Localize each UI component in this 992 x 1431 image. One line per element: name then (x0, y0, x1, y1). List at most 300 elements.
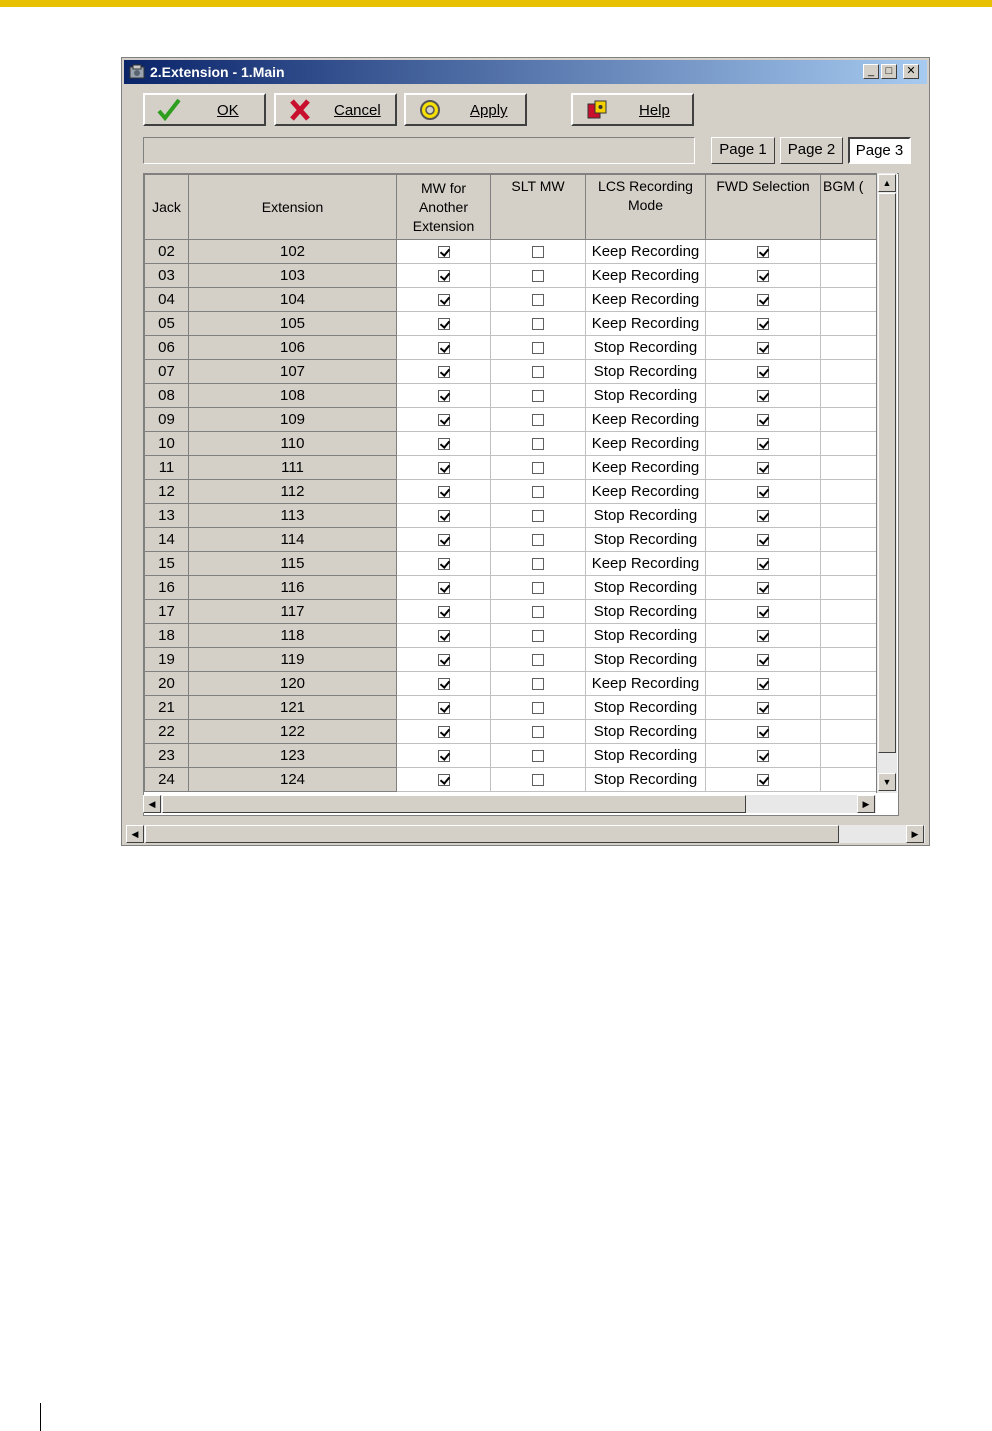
extension-cell: 111 (189, 456, 397, 480)
mw-another-cell (397, 480, 491, 504)
table-row (145, 432, 881, 456)
table-row (145, 264, 881, 288)
mw-another-cell (397, 336, 491, 360)
lcs-mode-cell[interactable]: Keep Recording (586, 432, 706, 456)
slt-mw-cell (491, 480, 586, 504)
fwd-selection-checkbox[interactable] (757, 558, 769, 570)
slt-mw-cell (491, 384, 586, 408)
lcs-mode-cell[interactable]: Stop Recording (586, 576, 706, 600)
extension-cell: 107 (189, 360, 397, 384)
extension-cell: 109 (189, 408, 397, 432)
bgm-cell[interactable] (821, 336, 881, 360)
mw-another-checkbox[interactable] (438, 558, 450, 570)
table-row (145, 456, 881, 480)
fwd-selection-checkbox[interactable] (757, 678, 769, 690)
slt-mw-cell (491, 720, 586, 744)
mw-another-cell (397, 360, 491, 384)
lcs-mode-cell[interactable]: Stop Recording (586, 528, 706, 552)
slt-mw-cell (491, 240, 586, 264)
jack-cell: 10 (145, 432, 189, 456)
bgm-cell[interactable] (821, 480, 881, 504)
lcs-mode-cell[interactable]: Keep Recording (586, 264, 706, 288)
fwd-selection-checkbox[interactable] (757, 510, 769, 522)
bgm-cell[interactable] (821, 720, 881, 744)
extension-cell: 106 (189, 336, 397, 360)
col-header-fwd-selection[interactable]: FWD Selection (706, 175, 821, 240)
mw-another-cell (397, 264, 491, 288)
table-row (145, 384, 881, 408)
mw-another-cell (397, 408, 491, 432)
fwd-selection-cell (706, 360, 821, 384)
lcs-mode-cell[interactable]: Stop Recording (586, 600, 706, 624)
slt-mw-checkbox[interactable] (532, 510, 544, 522)
page-1-button[interactable]: Page 1 (711, 137, 775, 164)
mw-another-checkbox[interactable] (438, 582, 450, 594)
lcs-mode-cell[interactable]: Keep Recording (586, 552, 706, 576)
lcs-mode-cell[interactable]: Stop Recording (586, 648, 706, 672)
extension-main-window (121, 57, 930, 846)
mw-another-cell (397, 720, 491, 744)
col-header-mw-another[interactable]: MW for Another Extension (397, 175, 491, 240)
col-header-bgm[interactable]: BGM ( (821, 175, 881, 240)
grid-vertical-scrollbar[interactable] (876, 173, 897, 793)
slt-mw-checkbox[interactable] (532, 462, 544, 474)
extension-cell: 118 (189, 624, 397, 648)
mw-another-cell (397, 696, 491, 720)
extension-cell: 113 (189, 504, 397, 528)
fwd-selection-cell (706, 504, 821, 528)
mw-another-cell (397, 648, 491, 672)
page-3-button[interactable]: Page 3 (848, 137, 911, 164)
fwd-selection-checkbox[interactable] (757, 462, 769, 474)
bgm-cell[interactable] (821, 576, 881, 600)
table-row (145, 696, 881, 720)
jack-cell: 02 (145, 240, 189, 264)
mw-another-cell (397, 432, 491, 456)
fwd-selection-checkbox[interactable] (757, 486, 769, 498)
lcs-mode-cell[interactable]: Stop Recording (586, 360, 706, 384)
fwd-selection-checkbox[interactable] (757, 630, 769, 642)
fwd-selection-cell (706, 480, 821, 504)
extension-cell: 120 (189, 672, 397, 696)
col-header-lcs-mode[interactable]: LCS Recording Mode (586, 175, 706, 240)
table-row (145, 360, 881, 384)
slt-mw-checkbox[interactable] (532, 702, 544, 714)
minimize-button[interactable]: _ (863, 64, 879, 79)
mw-another-cell (397, 312, 491, 336)
extension-cell: 124 (189, 768, 397, 792)
table-row (145, 624, 881, 648)
ok-button[interactable] (143, 93, 266, 126)
vertical-scroll-thumb[interactable] (878, 193, 896, 753)
mw-another-checkbox[interactable] (438, 750, 450, 762)
jack-cell: 12 (145, 480, 189, 504)
fwd-selection-checkbox[interactable] (757, 414, 769, 426)
page-margin-rule (40, 1403, 41, 1431)
fwd-selection-cell (706, 336, 821, 360)
fwd-selection-cell (706, 696, 821, 720)
bgm-cell[interactable] (821, 360, 881, 384)
lcs-mode-cell[interactable]: Keep Recording (586, 456, 706, 480)
slt-mw-checkbox[interactable] (532, 630, 544, 642)
extension-table (144, 174, 881, 792)
extension-cell: 119 (189, 648, 397, 672)
mw-another-cell (397, 288, 491, 312)
maximize-button[interactable]: □ (881, 64, 897, 79)
cancel-button[interactable] (274, 93, 397, 126)
fwd-selection-checkbox[interactable] (757, 582, 769, 594)
document-accent-bar (0, 0, 992, 7)
slt-mw-checkbox[interactable] (532, 534, 544, 546)
table-row (145, 576, 881, 600)
table-row (145, 744, 881, 768)
fwd-selection-checkbox[interactable] (757, 654, 769, 666)
bgm-cell[interactable] (821, 264, 881, 288)
mw-another-checkbox[interactable] (438, 342, 450, 354)
fwd-selection-cell (706, 408, 821, 432)
fwd-selection-checkbox[interactable] (757, 606, 769, 618)
fwd-selection-checkbox[interactable] (757, 270, 769, 282)
jack-cell: 16 (145, 576, 189, 600)
table-row (145, 672, 881, 696)
window-horizontal-scroll-thumb[interactable] (145, 825, 839, 843)
slt-mw-checkbox[interactable] (532, 438, 544, 450)
table-row (145, 720, 881, 744)
scroll-up-arrow-icon[interactable]: ▲ (878, 174, 896, 192)
table-row (145, 240, 881, 264)
lcs-mode-cell[interactable]: Keep Recording (586, 480, 706, 504)
fwd-selection-checkbox[interactable] (757, 342, 769, 354)
fwd-selection-checkbox[interactable] (757, 750, 769, 762)
table-row (145, 600, 881, 624)
slt-mw-cell (491, 552, 586, 576)
jack-cell: 08 (145, 384, 189, 408)
mw-another-checkbox[interactable] (438, 534, 450, 546)
bgm-cell[interactable] (821, 288, 881, 312)
fwd-selection-cell (706, 384, 821, 408)
mw-another-checkbox[interactable] (438, 414, 450, 426)
jack-cell: 07 (145, 360, 189, 384)
extension-cell: 108 (189, 384, 397, 408)
slt-mw-checkbox[interactable] (532, 750, 544, 762)
jack-cell: 22 (145, 720, 189, 744)
extension-cell: 102 (189, 240, 397, 264)
slt-mw-checkbox[interactable] (532, 390, 544, 402)
fwd-selection-cell (706, 240, 821, 264)
slt-mw-checkbox[interactable] (532, 582, 544, 594)
jack-cell: 04 (145, 288, 189, 312)
table-row (145, 528, 881, 552)
mw-another-checkbox[interactable] (438, 606, 450, 618)
slt-mw-checkbox[interactable] (532, 606, 544, 618)
mw-another-checkbox[interactable] (438, 774, 450, 786)
mw-another-checkbox[interactable] (438, 702, 450, 714)
scroll-left-arrow-icon[interactable]: ◀ (143, 795, 161, 813)
mw-another-cell (397, 240, 491, 264)
horizontal-scroll-thumb[interactable] (162, 795, 746, 813)
jack-cell: 14 (145, 528, 189, 552)
slt-mw-checkbox[interactable] (532, 678, 544, 690)
fwd-selection-checkbox[interactable] (757, 294, 769, 306)
col-header-slt-mw[interactable]: SLT MW (491, 175, 586, 240)
bgm-cell[interactable] (821, 744, 881, 768)
bgm-cell[interactable] (821, 456, 881, 480)
extension-cell: 116 (189, 576, 397, 600)
bgm-cell[interactable] (821, 240, 881, 264)
app-icon (129, 64, 145, 80)
jack-cell: 06 (145, 336, 189, 360)
fwd-selection-cell (706, 600, 821, 624)
fwd-selection-checkbox[interactable] (757, 774, 769, 786)
jack-cell: 17 (145, 600, 189, 624)
extension-cell: 115 (189, 552, 397, 576)
slt-mw-cell (491, 624, 586, 648)
slt-mw-checkbox[interactable] (532, 294, 544, 306)
help-label: Help (639, 102, 670, 119)
slt-mw-checkbox[interactable] (532, 342, 544, 354)
jack-cell: 05 (145, 312, 189, 336)
lcs-mode-cell[interactable]: Stop Recording (586, 744, 706, 768)
mw-another-checkbox[interactable] (438, 366, 450, 378)
mw-another-cell (397, 744, 491, 768)
window-scroll-right-arrow-icon[interactable]: ▶ (906, 825, 924, 843)
fwd-selection-checkbox[interactable] (757, 318, 769, 330)
slt-mw-cell (491, 744, 586, 768)
window-scroll-left-arrow-icon[interactable]: ◀ (126, 825, 144, 843)
mw-another-cell (397, 384, 491, 408)
slt-mw-checkbox[interactable] (532, 486, 544, 498)
table-row (145, 408, 881, 432)
bgm-cell[interactable] (821, 432, 881, 456)
mw-another-checkbox[interactable] (438, 510, 450, 522)
help-icon (585, 98, 609, 122)
window-horizontal-scrollbar[interactable] (126, 825, 925, 843)
fwd-selection-cell (706, 648, 821, 672)
apply-ring-icon (418, 98, 442, 122)
fwd-selection-cell (706, 264, 821, 288)
bgm-cell[interactable] (821, 312, 881, 336)
lcs-mode-cell[interactable]: Keep Recording (586, 312, 706, 336)
slt-mw-cell (491, 264, 586, 288)
table-row (145, 648, 881, 672)
apply-button[interactable] (404, 93, 527, 126)
fwd-selection-cell (706, 768, 821, 792)
slt-mw-cell (491, 576, 586, 600)
col-header-jack[interactable]: Jack (145, 175, 189, 240)
page-2-button[interactable]: Page 2 (780, 137, 843, 164)
bgm-cell[interactable] (821, 384, 881, 408)
extension-cell: 105 (189, 312, 397, 336)
jack-cell: 13 (145, 504, 189, 528)
fwd-selection-checkbox[interactable] (757, 438, 769, 450)
lcs-mode-cell[interactable]: Stop Recording (586, 384, 706, 408)
lcs-mode-cell[interactable]: Stop Recording (586, 696, 706, 720)
table-row (145, 312, 881, 336)
window-title: 2.Extension - 1.Main (150, 64, 285, 80)
jack-cell: 24 (145, 768, 189, 792)
slt-mw-cell (491, 696, 586, 720)
slt-mw-checkbox[interactable] (532, 270, 544, 282)
slt-mw-cell (491, 528, 586, 552)
mw-another-cell (397, 528, 491, 552)
mw-another-cell (397, 768, 491, 792)
bgm-cell[interactable] (821, 696, 881, 720)
lcs-mode-cell[interactable]: Keep Recording (586, 288, 706, 312)
bgm-cell[interactable] (821, 408, 881, 432)
lcs-mode-cell[interactable]: Stop Recording (586, 336, 706, 360)
fwd-selection-cell (706, 456, 821, 480)
extension-cell: 110 (189, 432, 397, 456)
lcs-mode-cell[interactable]: Keep Recording (586, 240, 706, 264)
title-bar (124, 60, 927, 84)
slt-mw-checkbox[interactable] (532, 726, 544, 738)
lcs-mode-cell[interactable]: Stop Recording (586, 720, 706, 744)
jack-cell: 09 (145, 408, 189, 432)
table-row (145, 480, 881, 504)
fwd-selection-checkbox[interactable] (757, 390, 769, 402)
slt-mw-cell (491, 288, 586, 312)
scroll-right-arrow-icon[interactable]: ▶ (857, 795, 875, 813)
col-header-extension[interactable]: Extension (189, 175, 397, 240)
fwd-selection-checkbox[interactable] (757, 702, 769, 714)
slt-mw-cell (491, 504, 586, 528)
extension-cell: 103 (189, 264, 397, 288)
close-button[interactable]: ✕ (903, 64, 919, 79)
extension-cell: 112 (189, 480, 397, 504)
slt-mw-checkbox[interactable] (532, 654, 544, 666)
slt-mw-checkbox[interactable] (532, 366, 544, 378)
lcs-mode-cell[interactable]: Stop Recording (586, 504, 706, 528)
mw-another-checkbox[interactable] (438, 438, 450, 450)
jack-cell: 15 (145, 552, 189, 576)
extension-cell: 104 (189, 288, 397, 312)
fwd-selection-checkbox[interactable] (757, 726, 769, 738)
lcs-mode-cell[interactable]: Stop Recording (586, 768, 706, 792)
fwd-selection-checkbox[interactable] (757, 246, 769, 258)
extension-cell: 123 (189, 744, 397, 768)
slt-mw-checkbox[interactable] (532, 558, 544, 570)
x-icon (288, 98, 312, 122)
mw-another-checkbox[interactable] (438, 390, 450, 402)
mw-another-cell (397, 624, 491, 648)
lcs-mode-cell[interactable]: Stop Recording (586, 624, 706, 648)
slt-mw-cell (491, 672, 586, 696)
slt-mw-cell (491, 648, 586, 672)
fwd-selection-checkbox[interactable] (757, 534, 769, 546)
mw-another-cell (397, 552, 491, 576)
slt-mw-cell (491, 600, 586, 624)
bgm-cell[interactable] (821, 600, 881, 624)
bgm-cell[interactable] (821, 672, 881, 696)
fwd-selection-cell (706, 528, 821, 552)
extension-grid (143, 173, 899, 816)
fwd-selection-cell (706, 576, 821, 600)
table-row (145, 288, 881, 312)
mw-another-checkbox[interactable] (438, 726, 450, 738)
mw-another-cell (397, 576, 491, 600)
fwd-selection-cell (706, 552, 821, 576)
cancel-label: Cancel (334, 102, 381, 119)
slt-mw-cell (491, 336, 586, 360)
bgm-cell[interactable] (821, 504, 881, 528)
fwd-selection-cell (706, 288, 821, 312)
slt-mw-checkbox[interactable] (532, 414, 544, 426)
table-row (145, 552, 881, 576)
jack-cell: 18 (145, 624, 189, 648)
slt-mw-cell (491, 456, 586, 480)
bgm-cell[interactable] (821, 624, 881, 648)
extension-cell: 117 (189, 600, 397, 624)
slt-mw-cell (491, 408, 586, 432)
mw-another-checkbox[interactable] (438, 630, 450, 642)
fwd-selection-cell (706, 720, 821, 744)
apply-label: Apply (470, 102, 508, 119)
fwd-selection-cell (706, 432, 821, 456)
mw-another-checkbox[interactable] (438, 246, 450, 258)
jack-cell: 19 (145, 648, 189, 672)
mw-another-checkbox[interactable] (438, 294, 450, 306)
grid-horizontal-scrollbar[interactable] (143, 795, 876, 813)
slt-mw-cell (491, 360, 586, 384)
jack-cell: 20 (145, 672, 189, 696)
extension-cell: 121 (189, 696, 397, 720)
ok-label: OK (217, 102, 239, 119)
table-row (145, 504, 881, 528)
fwd-selection-cell (706, 672, 821, 696)
bgm-cell[interactable] (821, 768, 881, 792)
slt-mw-cell (491, 768, 586, 792)
slt-mw-checkbox[interactable] (532, 246, 544, 258)
mw-another-checkbox[interactable] (438, 270, 450, 282)
fwd-selection-cell (706, 744, 821, 768)
mw-another-checkbox[interactable] (438, 678, 450, 690)
jack-cell: 03 (145, 264, 189, 288)
jack-cell: 11 (145, 456, 189, 480)
status-field (143, 137, 695, 164)
check-icon (157, 98, 181, 122)
fwd-selection-checkbox[interactable] (757, 366, 769, 378)
slt-mw-checkbox[interactable] (532, 318, 544, 330)
table-row (145, 336, 881, 360)
mw-another-cell (397, 600, 491, 624)
mw-another-cell (397, 456, 491, 480)
slt-mw-cell (491, 432, 586, 456)
scroll-down-arrow-icon[interactable]: ▼ (878, 773, 896, 791)
bgm-cell[interactable] (821, 552, 881, 576)
extension-cell: 114 (189, 528, 397, 552)
header-row (145, 175, 881, 240)
fwd-selection-cell (706, 624, 821, 648)
lcs-mode-cell[interactable]: Keep Recording (586, 408, 706, 432)
slt-mw-checkbox[interactable] (532, 774, 544, 786)
bgm-cell[interactable] (821, 648, 881, 672)
lcs-mode-cell[interactable]: Keep Recording (586, 672, 706, 696)
mw-another-cell (397, 672, 491, 696)
slt-mw-cell (491, 312, 586, 336)
bgm-cell[interactable] (821, 528, 881, 552)
jack-cell: 21 (145, 696, 189, 720)
fwd-selection-cell (706, 312, 821, 336)
table-row (145, 768, 881, 792)
mw-another-checkbox[interactable] (438, 486, 450, 498)
mw-another-cell (397, 504, 491, 528)
mw-another-checkbox[interactable] (438, 318, 450, 330)
help-button[interactable] (571, 93, 694, 126)
jack-cell: 23 (145, 744, 189, 768)
extension-cell: 122 (189, 720, 397, 744)
mw-another-checkbox[interactable] (438, 654, 450, 666)
mw-another-checkbox[interactable] (438, 462, 450, 474)
